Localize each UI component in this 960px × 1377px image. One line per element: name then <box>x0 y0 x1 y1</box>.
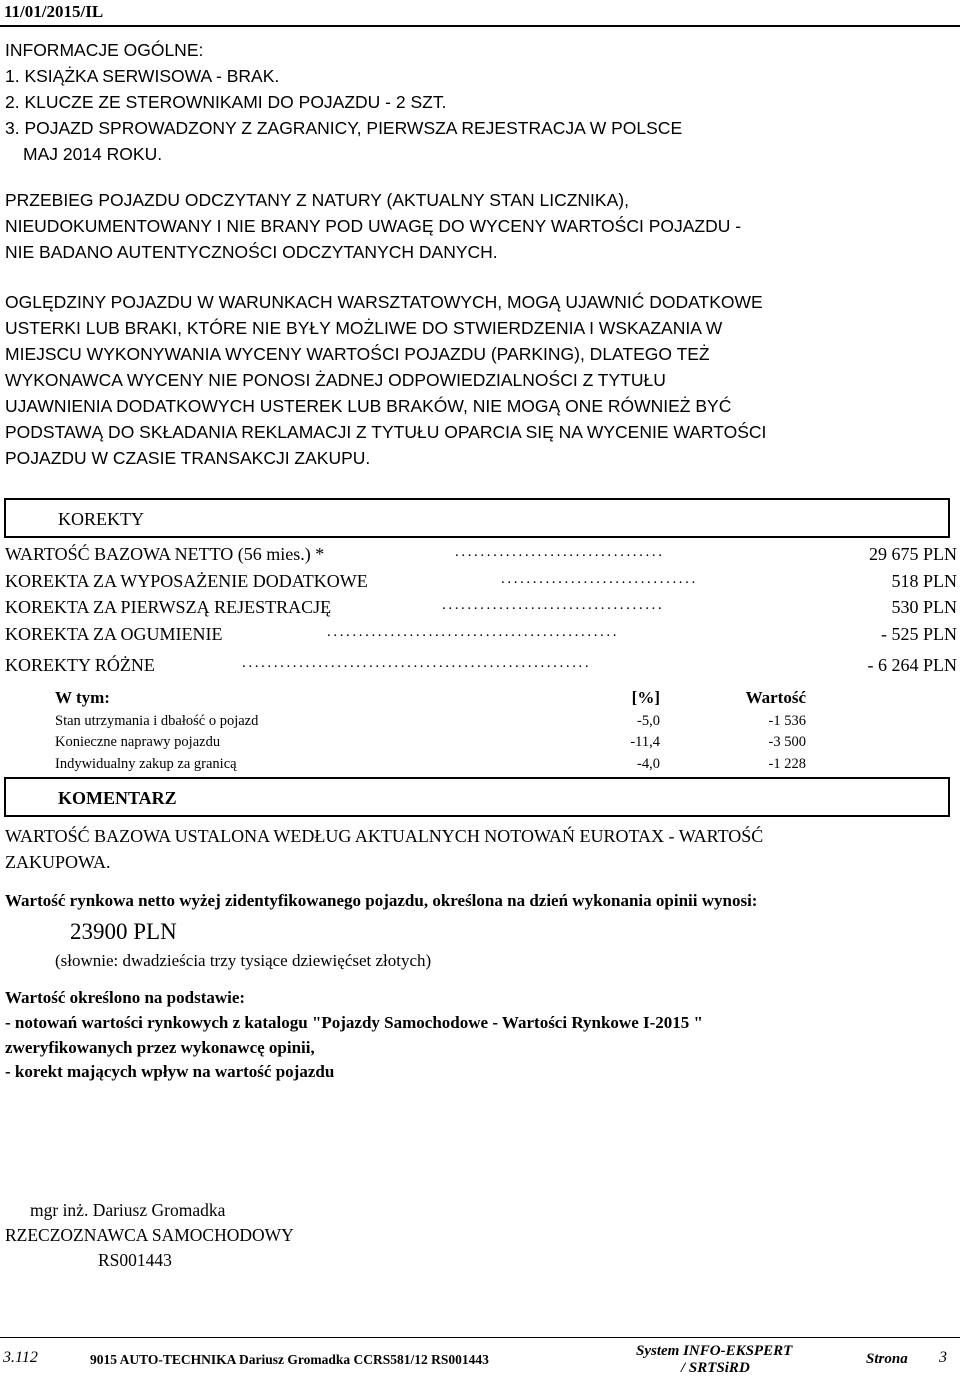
disclaimer-line: POJAZDU W CZASIE TRANSAKCJI ZAKUPU. <box>5 448 371 468</box>
signature-title: RZECZOZNAWCA SAMOCHODOWY <box>5 1225 294 1245</box>
correction-label: KOREKTA ZA OGUMIENIE <box>5 624 223 644</box>
disclaimer-line: WYKONAWCA WYCENY NIE PONOSI ŻADNEJ ODPOWIEDZIALNOŚCI Z TYTUŁU <box>5 370 666 390</box>
comment-line: WARTOŚĆ BAZOWA USTALONA WEDŁUG AKTUALNYCH NOTOWAŃ EUROTAX - WARTOŚĆ <box>5 826 764 846</box>
market-value-statement: Wartość rynkowa netto wyżej zidentyfikowanego pojazdu, określona na dzień wykonania opinii wynosi: <box>5 891 758 910</box>
mileage-note-line: NIE BADANO AUTENTYCZNOŚCI ODCZYTANYCH DANYCH. <box>5 242 498 262</box>
general-info-item: 1. KSIĄŻKA SERWISOWA - BRAK. <box>5 66 280 86</box>
correction-row-equipment <box>5 571 955 595</box>
mileage-note-line: NIEUDOKUMENTOWANY I NIE BRANY POD UWAGĘ DO WYCENY WARTOŚCI POJAZDU - <box>5 216 742 236</box>
footer-system: System INFO-EKSPERT <box>636 1343 793 1359</box>
correction-label: WARTOŚĆ BAZOWA NETTO (56 mies.) * <box>5 544 325 564</box>
dot-leader: ................................. <box>455 544 665 560</box>
correction-label: KOREKTA ZA WYPOSAŻENIE DODATKOWE <box>5 571 368 591</box>
breakdown-row-percent: -4,0 <box>637 756 660 772</box>
signature-name: mgr inż. Dariusz Gromadka <box>30 1200 226 1220</box>
comment-header-box <box>4 777 950 817</box>
corrections-header-box <box>4 498 950 538</box>
correction-value: 29 675 PLN <box>868 544 957 564</box>
general-info-item: 3. POJAZD SPROWADZONY Z ZAGRANICY, PIERWSZA REJESTRACJA W POLSCE <box>5 118 683 138</box>
footer-system-sub: / SRTSiRD <box>681 1360 750 1376</box>
correction-value: 530 PLN <box>891 597 957 617</box>
market-value-amount: 23900 PLN <box>70 919 177 944</box>
comment-line: ZAKUPOWA. <box>5 852 111 872</box>
mileage-note <box>5 187 950 265</box>
footer-version: 3.112 <box>3 1349 38 1366</box>
general-info-section <box>5 37 950 167</box>
comment-body <box>5 823 950 875</box>
breakdown-row-value: -3 500 <box>768 734 806 750</box>
breakdown-row-percent: -5,0 <box>637 713 660 729</box>
correction-row-tyres <box>5 624 955 648</box>
header-divider <box>0 25 960 27</box>
breakdown-col-percent: [%] <box>631 688 660 707</box>
footer-company: 9015 AUTO-TECHNIKA Dariusz Gromadka CCRS581/12 RS001443 <box>90 1352 489 1367</box>
corrections-title: KOREKTY <box>58 509 144 529</box>
dot-leader: ............................... <box>501 571 698 587</box>
general-info-item: 2. KLUCZE ZE STEROWNIKAMI DO POJAZDU - 2 SZT. <box>5 92 447 112</box>
correction-value: - 525 PLN <box>881 624 957 644</box>
dot-leader: ....................................................... <box>242 655 592 671</box>
basis-line: zweryfikowanych przez wykonawcę opinii, <box>5 1038 315 1057</box>
correction-label: KOREKTA ZA PIERWSZĄ REJESTRACJĘ <box>5 597 332 617</box>
mileage-note-line: PRZEBIEG POJAZDU ODCZYTANY Z NATURY (AKTUALNY STAN LICZNIKA), <box>5 190 629 210</box>
breakdown-label: W tym: <box>55 688 110 707</box>
disclaimer-line: MIEJSCU WYKONYWANIA WYCENY WARTOŚCI POJAZDU (PARKING), DLATEGO TEŻ <box>5 344 710 364</box>
breakdown-row-value: -1 536 <box>768 713 806 729</box>
breakdown-row-value: -1 228 <box>768 756 806 772</box>
footer-divider <box>0 1337 960 1338</box>
signature-id: RS001443 <box>98 1250 172 1270</box>
basis-line: - korekt mających wpływ na wartość pojazdu <box>5 1062 335 1081</box>
inspection-disclaimer <box>5 289 950 471</box>
disclaimer-line: PODSTAWĄ DO SKŁADANIA REKLAMACJI Z TYTUŁU OPARCIA SIĘ NA WYCENIE WARTOŚCI <box>5 422 767 442</box>
footer-page-label: Strona <box>866 1351 908 1367</box>
correction-value: - 6 264 PLN <box>867 655 957 675</box>
breakdown-row-percent: -11,4 <box>630 734 660 750</box>
disclaimer-line: UJAWNIENIA DODATKOWYCH USTEREK LUB BRAKÓW, NIE MOGĄ ONE RÓWNIEŻ BYĆ <box>5 396 732 416</box>
correction-row-misc <box>5 655 955 679</box>
dot-leader: ................................... <box>442 597 665 613</box>
basis-heading: Wartość określono na podstawie: <box>5 988 246 1007</box>
document-reference: 11/01/2015/IL <box>4 2 104 21</box>
disclaimer-line: USTERKI LUB BRAKI, KTÓRE NIE BYŁY MOŻLIWE DO STWIERDZENIA I WSKAZANIA W <box>5 318 723 338</box>
market-value-in-words: (słownie: dwadzieścia trzy tysiące dziewięćset złotych) <box>55 951 432 970</box>
correction-row-base <box>5 544 955 568</box>
breakdown-row-name: Konieczne naprawy pojazdu <box>55 734 221 750</box>
comment-title: KOMENTARZ <box>58 788 177 808</box>
breakdown-col-value: Wartość <box>745 688 806 707</box>
breakdown-row-name: Indywidualny zakup za granicą <box>55 756 237 772</box>
correction-value: 518 PLN <box>891 571 957 591</box>
footer-page-number: 3 <box>939 1349 947 1366</box>
disclaimer-line: OGLĘDZINY POJAZDU W WARUNKACH WARSZTATOWYCH, MOGĄ UJAWNIĆ DODATKOWE <box>5 292 763 312</box>
correction-row-registration <box>5 597 955 621</box>
general-info-item: MAJ 2014 ROKU. <box>23 144 163 164</box>
general-info-heading: INFORMACJE OGÓLNE: <box>5 40 204 60</box>
breakdown-row-name: Stan utrzymania i dbałość o pojazd <box>55 713 259 729</box>
dot-leader: .............................................. <box>327 624 620 640</box>
correction-label: KOREKTY RÓŻNE <box>5 655 155 675</box>
basis-line: - notowań wartości rynkowych z katalogu "Pojazdy Samochodowe - Wartości Rynkowe I-2015 " <box>5 1013 703 1032</box>
